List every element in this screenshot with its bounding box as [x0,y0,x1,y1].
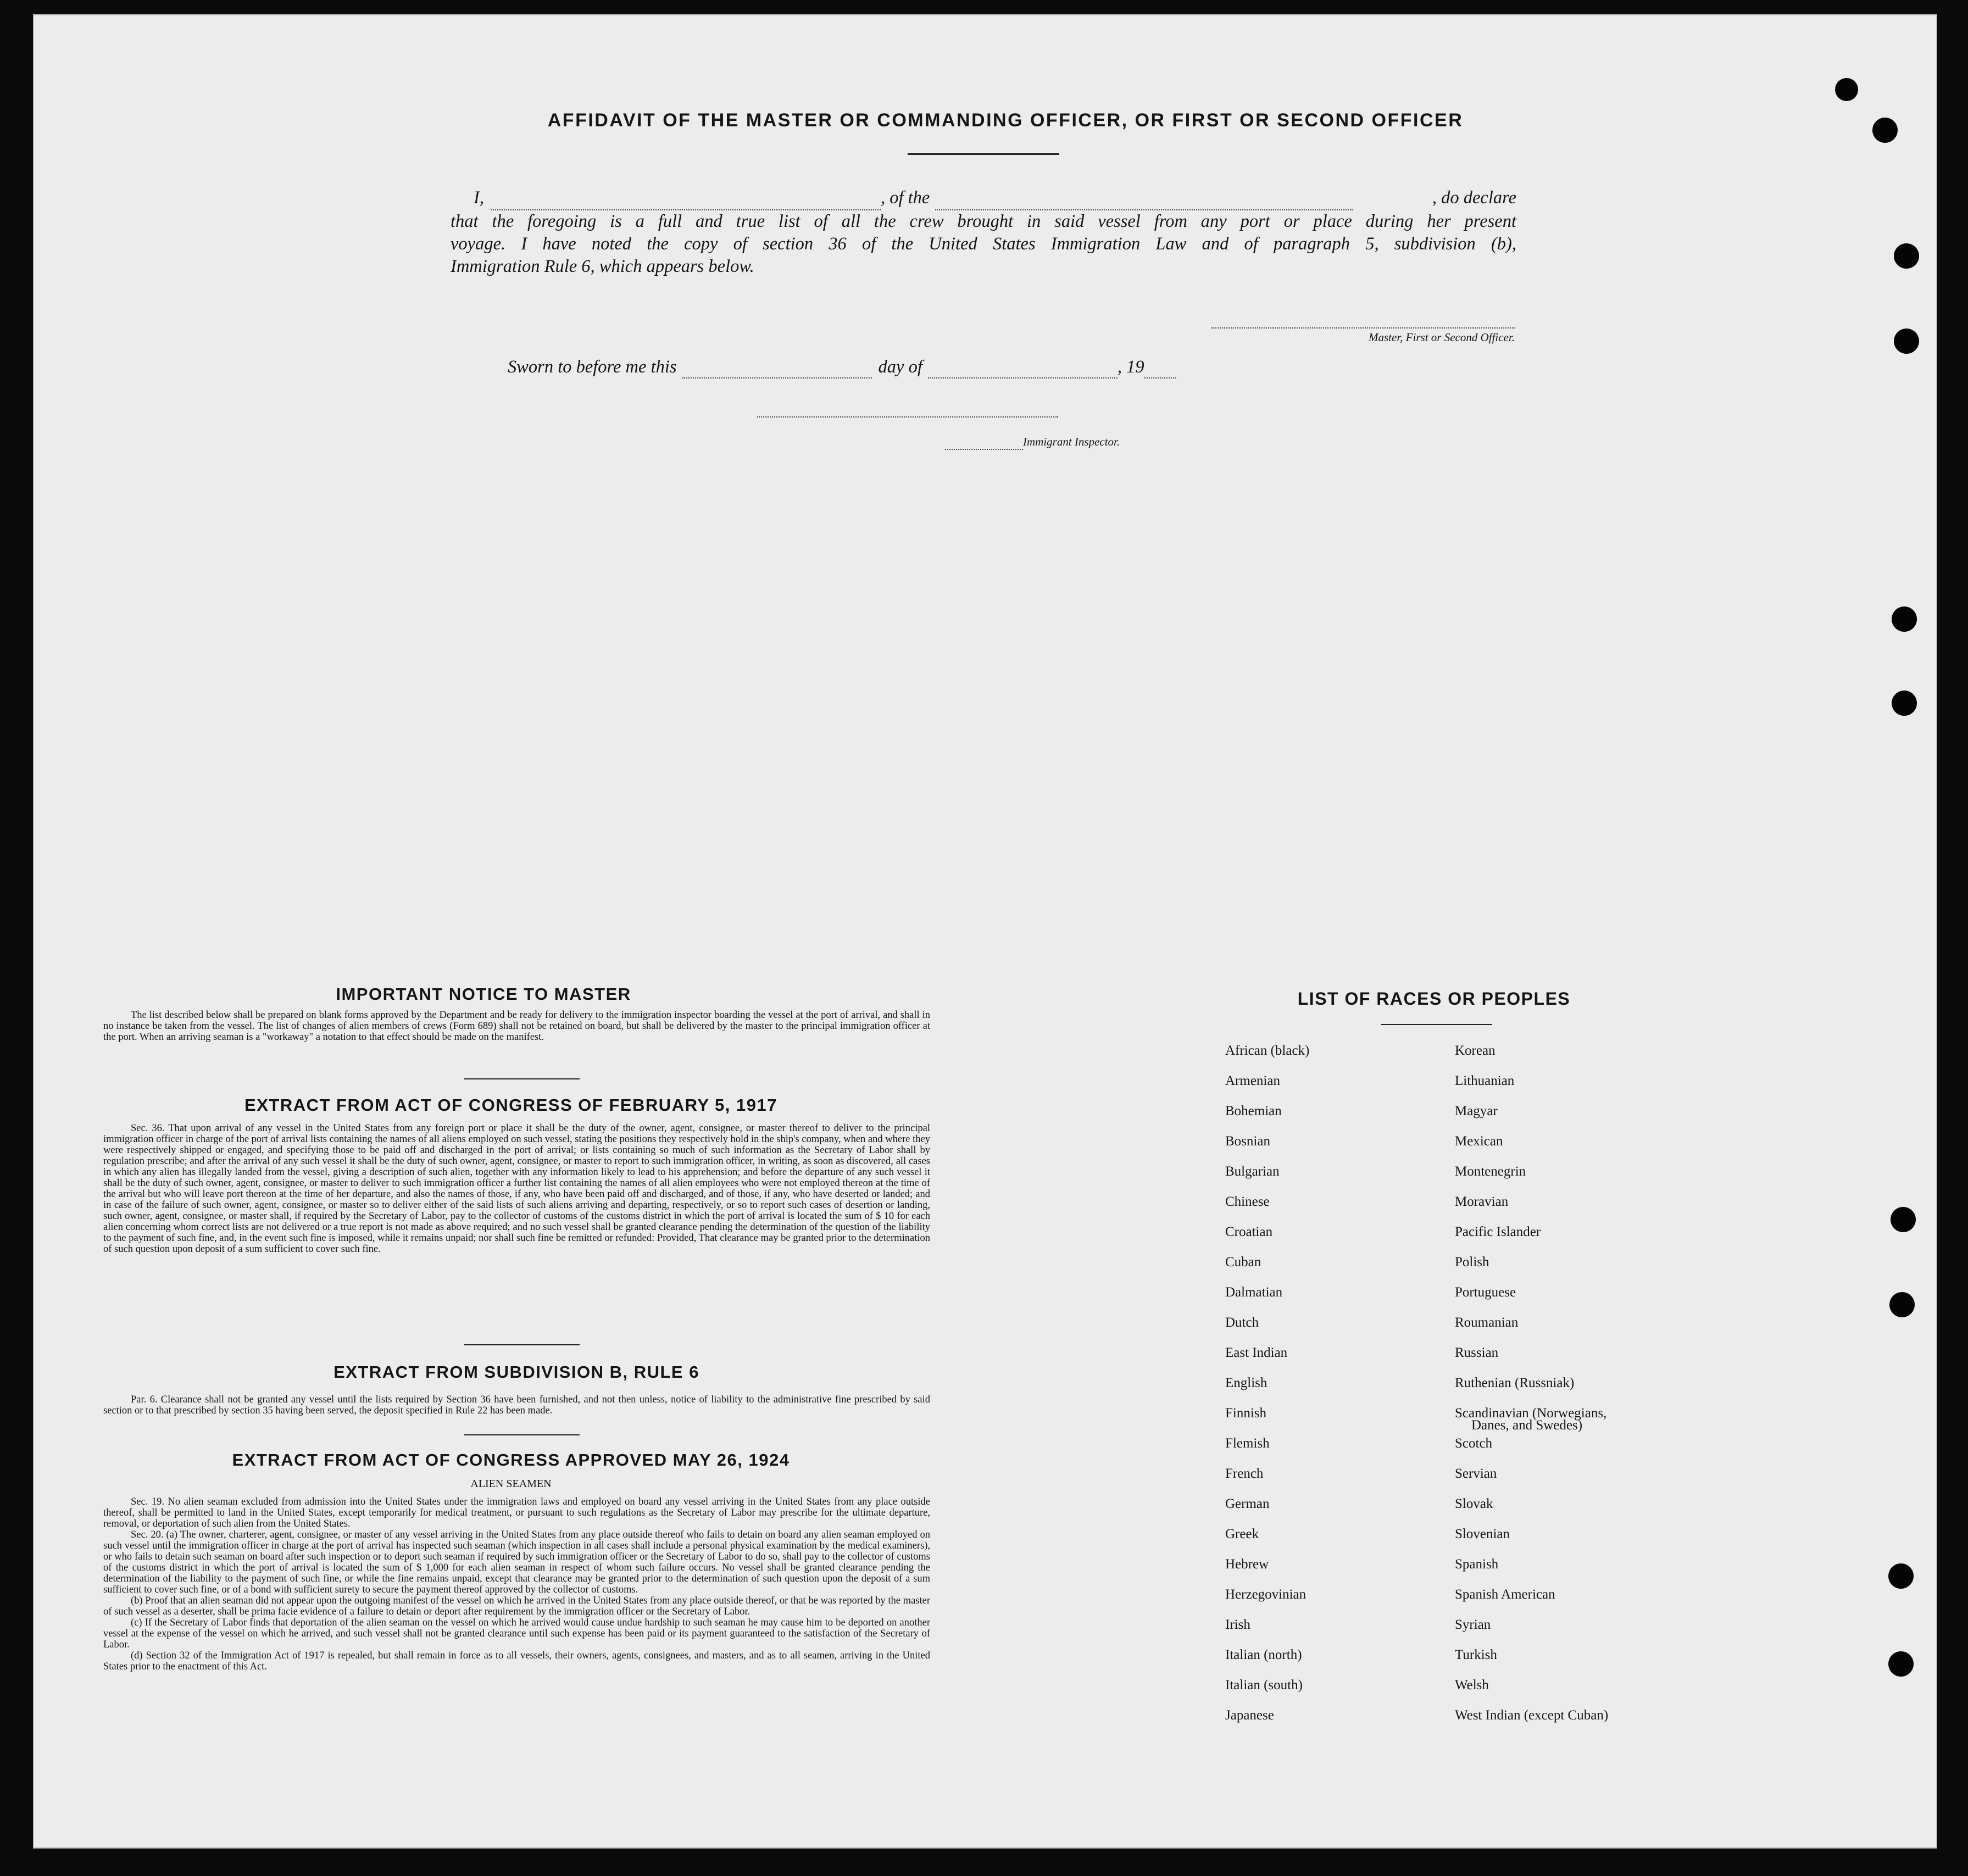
race-item: Lithuanian [1455,1073,1515,1088]
sworn-prefix: Sworn to before me this [508,357,677,377]
race-item: Herzegovinian [1225,1587,1307,1602]
race-item: Chinese [1225,1194,1270,1209]
title-divider [908,153,1059,155]
notice-paragraph: The list described below shall be prepared on blank forms approved by the Department and be ready for delivery to the immigration inspector boarding the vessel at the port of arrival, and shall in no instance be taken from the vessel. The list of changes of alien members of crews (Form 689) shall not be retained on board, but shall be delivered by the master to the principal immigration officer at the port. When an arriving seaman is a "workaway" a notation to that effect should be made on the manifest. [103,1010,930,1043]
race-item: Hebrew [1225,1557,1269,1572]
inspector-signature-line[interactable] [757,414,1058,417]
sworn-line [508,357,1176,378]
punch-hole [1892,606,1917,632]
punch-hole [1894,243,1919,269]
act-1924-paragraph: (c) If the Secretary of Labor finds that deportation of the alien seaman on the vessel on which he arrived would cause undue hardship to such seaman he may cause him to be deported on another vessel at the expense of the vessel on which he arrived, and such vessel shall not be granted clearance until such expense has been paid or its payment guaranteed to the satisfaction of the Secretary of Labor. [103,1617,930,1650]
sworn-year-prefix: , 19 [1117,357,1144,377]
affidavit-i: I, [474,188,484,208]
race-item: Croatian [1225,1224,1273,1239]
race-item: Montenegrin [1455,1164,1526,1179]
race-item: Spanish American [1455,1587,1555,1602]
punch-hole [1872,118,1898,143]
act-1924-subtitle: ALIEN SEAMEN [470,1478,552,1490]
race-item: Polish [1455,1255,1489,1270]
race-item: Servian [1455,1466,1497,1481]
race-item: French [1225,1466,1264,1481]
race-item: Armenian [1225,1073,1280,1088]
affidavit-text [451,187,1516,278]
race-item: Bosnian [1225,1134,1270,1149]
act-1917-paragraph: Sec. 36. That upon arrival of any vessel in the United States from any foreign port or place it shall be the duty of the owner, agent, consignee, or master thereof to deliver to the principal immigration officer in charge of the port of arrival lists containing the names of all aliens employed on such vessel, stating the positions they respectively hold in the ship's company, when and where they were respectively shipped or engaged, and specifying those to be paid off and discharged in the port of arrival; or lists containing so much of such information as the Secretary of Labor shall by regulation prescribe; and after the arrival of any such vessel it shall be the duty of such owner, agent, consignee, or master to report to such immigration officer, in writing, as soon as discovered, all cases in which any alien has illegally landed from the vessel, giving a description of such alien, together with any information likely to lead to his apprehension; and before the departure of any such vessel it shall be the duty of such owner, agent, consignee, or master to deliver to such immigration officer a further list containing the names of all alien employees who were not employed thereon at the time of the arrival but who will leave port thereon at the time of her departure, and also the names of those, if any, who have been paid off and discharged, and of those, if any, who have deserted or landed; and in case of the failure of such owner, agent, consignee, or master so to deliver either of the said lists of such aliens arriving and departing, respectively, or so to report such cases of desertion or landing, such owner, agent, consignee, or master shall, if required by the Secretary of Labor, pay to the collector of customs of the customs district in which the port of arrival is located the sum of $ 10 for each alien concerning whom correct lists are not delivered or a true report is not made as above required; and no such vessel shall be granted clearance pending the determination of the question of the liability to the payment of such fine, and, in the event such fine is imposed, while it remains unpaid; nor shall such fine be remitted or refunded: Provided, That clearance may be granted prior to the determination of such question upon deposit of a sum sufficient to cover such fine. [103,1123,930,1255]
affidavit-title: AFFIDAVIT OF THE MASTER OR COMMANDING OFFICER, OR FIRST OR SECOND OFFICER [547,110,1464,131]
race-item: Roumanian [1455,1315,1519,1330]
signature-line[interactable] [1211,325,1515,329]
race-item: Japanese [1225,1708,1274,1723]
punch-hole [1888,1563,1914,1589]
section-divider [464,1344,580,1345]
section-divider [464,1434,580,1435]
act-1917-body [103,1123,930,1255]
punch-hole [1835,78,1858,101]
race-item: Irish [1225,1617,1250,1632]
races-title: LIST OF RACES OR PEOPLES [1297,989,1571,1009]
sworn-year-field[interactable] [1144,357,1176,378]
affidavit-line-2: that the foregoing is a full and true list of all the crew brought in said vessel from any port or place during her present [451,211,1516,231]
race-item: Turkish [1455,1647,1497,1662]
inspector-caption: Immigrant Inspector. [1023,435,1120,448]
race-item: Italian (south) [1225,1678,1303,1693]
race-item: Bohemian [1225,1104,1282,1118]
declarant-name-field[interactable] [491,187,881,210]
race-item: Cuban [1225,1255,1261,1270]
race-item: Magyar [1455,1104,1498,1118]
race-item: English [1225,1376,1267,1390]
affidavit-line-4: Immigration Rule 6, which appears below. [451,257,754,276]
races-left-column [1225,1044,1434,1739]
act-1924-body [103,1496,930,1672]
race-item: Welsh [1455,1678,1489,1693]
race-item: Portuguese [1455,1285,1516,1300]
signer-caption: Master, First or Second Officer. [1369,331,1515,344]
rule-6-body [103,1394,930,1416]
notice-body [103,1010,930,1043]
inspector-caption-line [945,435,1120,450]
race-item: African (black) [1225,1043,1310,1058]
race-item: Slovak [1455,1496,1493,1511]
act-1924-title: EXTRACT FROM ACT OF CONGRESS APPROVED MAY 26, 1924 [232,1450,790,1469]
race-item: West Indian (except Cuban) [1455,1708,1609,1723]
punch-hole [1894,329,1919,354]
race-item: Spanish [1455,1557,1499,1572]
races-right-column [1455,1044,1686,1739]
race-item: German [1225,1496,1270,1511]
race-item: Moravian [1455,1194,1509,1209]
race-item: Syrian [1455,1617,1491,1632]
act-1924-paragraph: Sec. 19. No alien seaman excluded from admission into the United States under the immigration laws and employed on board any vessel arriving in the United States from any place outside thereof, shall be permitted to land in the United States, except temporarily for medical treatment, or pursuant to such regulations as the Secretary of Labor may prescribe for the ultimate departure, removal, or deportation of such alien from the United States. [103,1496,930,1529]
punch-hole [1891,1207,1916,1232]
affidavit-do-declare: , do declare [1432,188,1516,208]
act-1924-paragraph: (b) Proof that an alien seaman did not appear upon the outgoing manifest of the vessel on which he arrived in the United States from any place outside thereof, or that he was reported by the master of such vessel as a deserter, shall be prima facie evidence of a failure to detain or deport after requirement by the immigration officer or the Secretary of Labor. [103,1595,930,1617]
race-item: Greek [1225,1527,1259,1541]
race-item: Bulgarian [1225,1164,1280,1179]
affidavit-line-3: voyage. I have noted the copy of section 36 of the United States Immigration Law and of paragraph 5, subdivision (b), [451,234,1516,254]
sworn-day-field[interactable] [682,357,872,378]
race-item: Scotch [1455,1436,1493,1451]
vessel-name-field[interactable] [935,187,1353,210]
race-item-continuation: Danes, and Swedes) [1471,1418,1583,1433]
race-item-multiline [1455,1406,1686,1437]
act-1924-paragraph: Sec. 20. (a) The owner, charterer, agent, consignee, or master of any vessel arriving in the United States from any place outside thereof who fails to detain on board any alien seaman employed on such vessel until the immigration officer in charge at the port of arrival has inspected such seaman (which inspection in all cases shall include a personal physical examination by the medical examiners), or who fails to detain such seaman on board after such inspection or to deport such seaman if required by such immigration officer or the Secretary of Labor to do so, shall pay to the collector of customs of the customs district in which the port of arrival is located the sum of $ 1,000 for each alien seaman in respect of whom such failure occurs. No vessel shall be granted clearance pending the determination of the liability to the payment of such fine, or while the fine remains unpaid, except that clearance may be granted prior to the determination of such question upon the deposit of a sum sufficient to cover such fine, or of a bond with sufficient surety to secure the payment thereof approved by the collector of customs. [103,1529,930,1595]
act-1924-paragraph: (d) Section 32 of the Immigration Act of 1917 is repealed, but shall remain in force as to all vessels, their owners, agents, consignees, and masters, and as to all seamen, arriving in the United States prior to the enactment of this Act. [103,1650,930,1672]
affidavit-line-1 [451,187,1516,210]
race-item: Korean [1455,1043,1496,1058]
race-item: Slovenian [1455,1527,1510,1541]
race-item: Dalmatian [1225,1285,1283,1300]
sworn-day-of: day of [878,357,922,377]
act-1917-title: EXTRACT FROM ACT OF CONGRESS OF FEBRUARY 5, 1917 [244,1095,777,1115]
section-divider [464,1078,580,1079]
races-divider [1381,1024,1492,1025]
inspector-name-dots [945,435,1023,450]
race-item: Ruthenian (Russniak) [1455,1376,1575,1390]
rule-6-title: EXTRACT FROM SUBDIVISION B, RULE 6 [333,1362,699,1382]
punch-hole [1892,691,1917,716]
race-item: Flemish [1225,1436,1270,1451]
race-item: Russian [1455,1345,1499,1360]
race-item: Finnish [1225,1406,1267,1421]
notice-title: IMPORTANT NOTICE TO MASTER [336,984,631,1004]
race-item: East Indian [1225,1345,1288,1360]
race-item: Dutch [1225,1315,1259,1330]
punch-hole [1889,1292,1915,1317]
sworn-month-field[interactable] [928,357,1118,378]
rule-6-paragraph: Par. 6. Clearance shall not be granted any vessel until the lists required by Section 36 have been furnished, and not then unless, notice of liability to the administrative fine prescribed by said section or to that prescribed by section 35 having been served, the deposit specified in Rule 22 has been made. [103,1394,930,1416]
punch-hole [1888,1651,1914,1677]
affidavit-of-the: , of the [880,188,930,208]
race-item: Italian (north) [1225,1647,1302,1662]
race-item: Scandinavian (Norwegians, [1455,1406,1607,1421]
race-item: Pacific Islander [1455,1224,1541,1239]
race-item: Mexican [1455,1134,1503,1149]
